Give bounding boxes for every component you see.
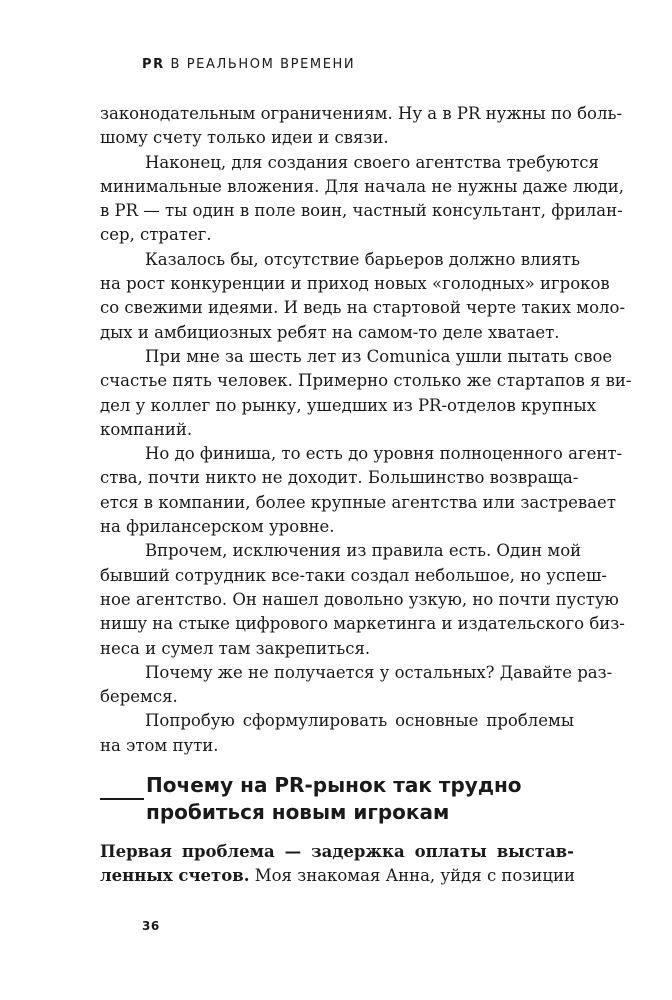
body-line: со свежими идеями. И ведь на стартовой черте таких моло- [100, 298, 626, 318]
body-line: дел у коллег по рынку, ушедших из PR-отделов крупных [100, 395, 596, 415]
body-line: ется в компании, более крупные агентства или застревает [100, 492, 616, 512]
page-number: 36 [142, 919, 160, 933]
body-text-run: Моя знакомая Анна, уйдя с позиции [249, 866, 575, 886]
body-line: Казалось бы, отсутствие барьеров должно влиять [145, 249, 581, 269]
body-line: шому счету только идеи и связи. [100, 128, 389, 148]
running-head-title: В РЕАЛЬНОМ ВРЕМЕНИ [164, 57, 356, 72]
body-line: бывший сотрудник все-таки создал небольшое, но успеш- [100, 565, 607, 585]
heading-rule [100, 798, 144, 800]
body-line: Но до финиша, то есть до уровня полноценного агент- [145, 444, 623, 464]
body-line: беремся. [100, 687, 178, 707]
body-line: сер, стратег. [100, 225, 212, 245]
body-line: ное агентство. Он нашел довольно узкую, но почти пустую [100, 589, 619, 609]
body-line: Впрочем, исключения из правила есть. Один мой [145, 541, 582, 561]
bold-lead: ленных счетов. [100, 866, 250, 886]
body-line: неса и сумел там закрепиться. [100, 638, 371, 658]
body-line: Наконец, для создания своего агентства требуются [145, 152, 599, 172]
body-line: минимальные вложения. Для начала не нужны даже люди, [100, 176, 625, 196]
body-line: нишу на стыке цифрового маркетинга и издательского биз- [100, 614, 625, 634]
body-line: дых и амбициозных ребят на самом-то деле хватает. [100, 322, 560, 342]
bold-lead: Первая проблема — задержка оплаты выстав- [100, 842, 574, 861]
body-line: на этом пути. [100, 735, 219, 755]
body-text [100, 102, 632, 758]
body-line: Попробую сформулировать основные проблемы [145, 711, 574, 731]
body-line: Почему же не получается у остальных? Давайте раз- [145, 662, 613, 682]
section-heading-line: пробиться новым игрокам [146, 800, 450, 824]
running-head-strong: PR [142, 57, 165, 72]
body-line: компаний. [100, 419, 193, 439]
body-line: счастье пять человек. Примерно столько же стартапов я ви- [100, 371, 632, 391]
body-line: на рост конкуренции и приход новых «голодных» игроков [100, 274, 610, 294]
section-heading-line: Почему на PR-рынок так трудно [146, 773, 522, 797]
body-line: При мне за шесть лет из Comunica ушли пытать свое [145, 346, 613, 366]
section-paragraph [100, 840, 574, 889]
body-line: ства, почти никто не доходит. Большинство возвраща- [100, 468, 579, 488]
running-head [142, 57, 355, 72]
body-line: в PR — ты один в поле воин, частный консультант, фрилан- [100, 201, 623, 221]
section-heading-text [146, 772, 522, 826]
body-line: на фрилансерском уровне. [100, 517, 335, 537]
body-line: законодательным ограничениям. Ну а в PR нужны по боль- [100, 104, 623, 123]
body-line [100, 840, 574, 864]
body-line [100, 864, 574, 888]
